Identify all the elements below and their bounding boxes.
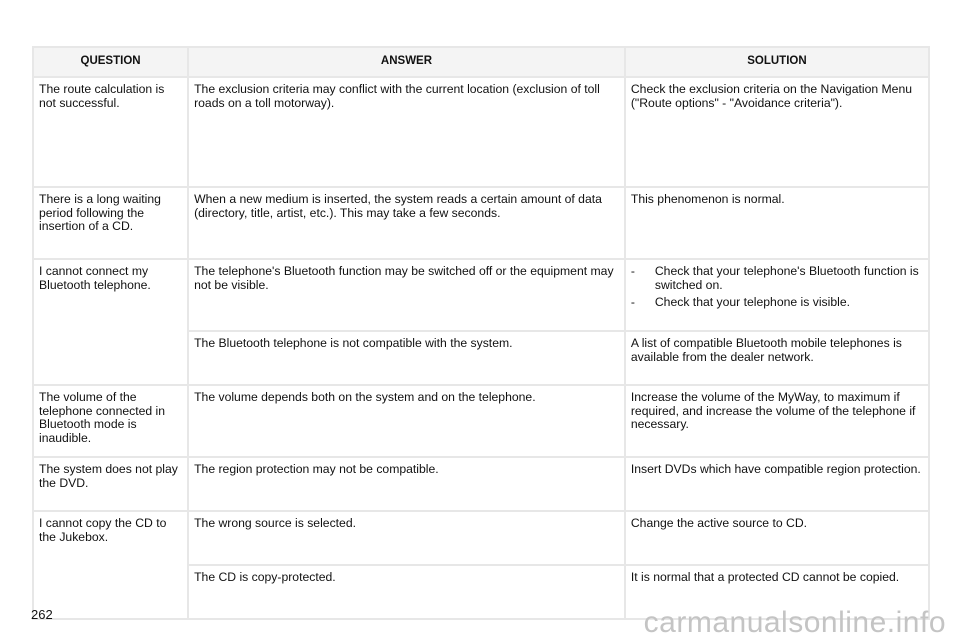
table-row (34, 458, 928, 510)
solution-cell: A list of compatible Bluetooth mobile telephones is available from the dealer network. (626, 332, 928, 384)
list-item: - Check that your telephone's Bluetooth function is switched on. (630, 264, 919, 292)
solution-list (631, 265, 923, 310)
answer-cell: The region protection may not be compatible. (189, 458, 624, 510)
solution-cell (626, 260, 928, 330)
table-row (34, 260, 928, 330)
answer-cell: The CD is copy-protected. (189, 566, 624, 618)
watermark-text: carmanualsonline.info (643, 606, 946, 639)
header-solution: SOLUTION (626, 48, 928, 76)
answer-cell: When a new medium is inserted, the system reads a certain amount of data (directory, title, artist, etc.). This may take a few seconds. (189, 188, 624, 258)
answer-cell: The Bluetooth telephone is not compatible with the system. (189, 332, 624, 384)
answer-cell: The telephone's Bluetooth function may be switched off or the equipment may not be visible. (189, 260, 624, 330)
table-row (34, 78, 928, 186)
solution-cell: Increase the volume of the MyWay, to maximum if required, and increase the volume of the telephone if necessary. (626, 386, 928, 456)
dash-bullet: - (630, 295, 635, 309)
header-answer: ANSWER (189, 48, 624, 76)
solution-cell: It is normal that a protected CD cannot be copied. (626, 566, 928, 618)
answer-cell: The wrong source is selected. (189, 512, 624, 564)
solution-cell: Check the exclusion criteria on the Navigation Menu ("Route options" - "Avoidance criteria"). (626, 78, 928, 186)
question-cell: There is a long waiting period following the insertion of a CD. (34, 188, 187, 258)
solution-cell: Insert DVDs which have compatible region protection. (626, 458, 928, 510)
answer-cell: The volume depends both on the system and on the telephone. (189, 386, 624, 456)
table-row (34, 512, 928, 564)
table-row (34, 386, 928, 456)
question-cell: I cannot connect my Bluetooth telephone. (34, 260, 187, 384)
table-header-row (34, 48, 928, 76)
question-cell: I cannot copy the CD to the Jukebox. (34, 512, 187, 618)
solution-cell: This phenomenon is normal. (626, 188, 928, 258)
table-row (34, 188, 928, 258)
faq-table (32, 46, 930, 620)
solution-cell: Change the active source to CD. (626, 512, 928, 564)
answer-cell: The exclusion criteria may conflict with the current location (exclusion of toll roads on a toll motorway). (189, 78, 624, 186)
header-question: QUESTION (34, 48, 187, 76)
question-cell: The system does not play the DVD. (34, 458, 187, 510)
question-cell: The volume of the telephone connected in Bluetooth mode is inaudible. (34, 386, 187, 456)
dash-bullet: - (630, 264, 635, 278)
question-cell: The route calculation is not successful. (34, 78, 187, 186)
list-item: - Check that your telephone is visible. (630, 295, 850, 309)
page-number: 262 (31, 607, 53, 622)
